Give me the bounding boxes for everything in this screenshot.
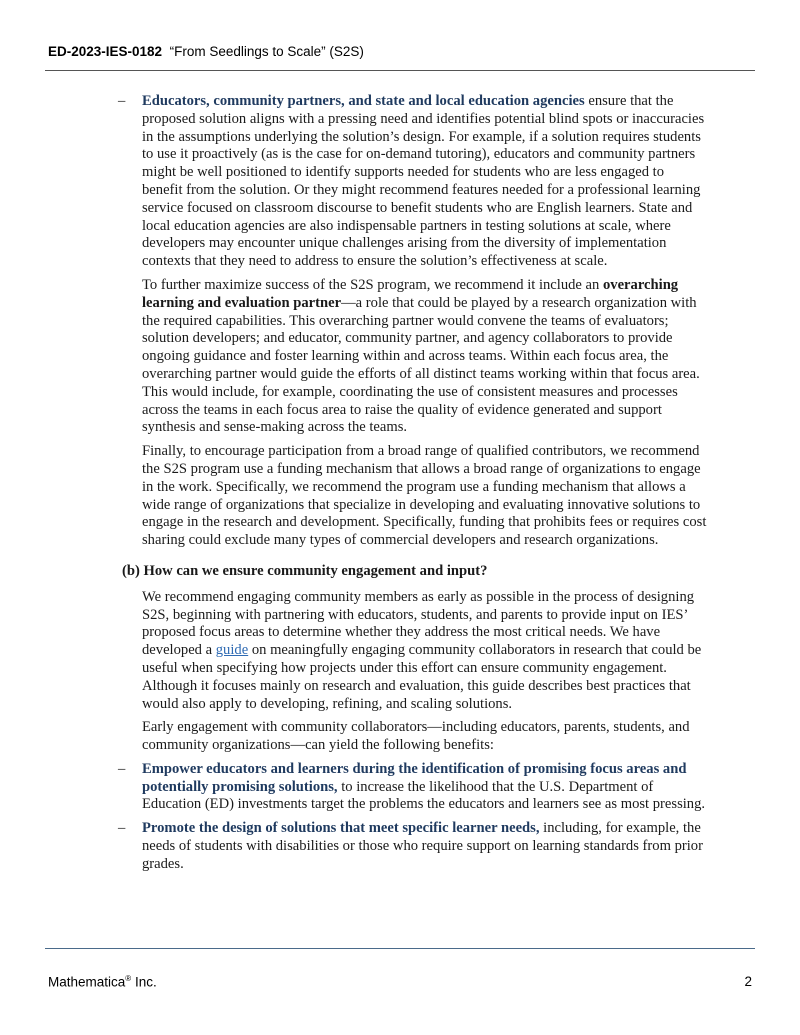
bullet-dash: – xyxy=(118,820,126,837)
bold-phrase: overarching learning and evaluation partner xyxy=(142,276,679,311)
paragraph-benefits: Early engagement with community collaborators—including educators, parents, students, and community organizations—can yield the following benefits: xyxy=(142,719,690,754)
bullet-bold-text: Educators, community partners, and state and local education agencies xyxy=(142,93,585,109)
section-heading: (b) How can we ensure community engagement and input? xyxy=(122,562,488,579)
bullet-promote xyxy=(118,820,708,873)
footer-org: Mathematica® Inc. xyxy=(48,974,157,990)
paragraph-overarching-partner: To further maximize success of the S2S program, we recommend it include an overarching learning and evaluation partner—a role that could be played by a research organization with the required capabilities. This overarching partner would convene the teams of evaluators; solution developers; and educator, community partner, and agency collaborators to provide ongoing guidance and foster learning within and across teams. Within each focus area, the overarching partner would guide the efforts of all distinct teams working within that focus area. This would include, for example, coordinating the use of consistent measures and processes across the teams in each focus area to raise the quality of evidence generated and support synthesis and sense-making across the teams. xyxy=(142,276,700,436)
page-number: 2 xyxy=(744,974,752,989)
page-header xyxy=(48,44,755,59)
paragraph-engagement: We recommend engaging community members as early as possible in the process of designing S2S, beginning with partnering with educators, students, and parents to provide input on IES’ proposed focus areas to determine whether they address the most critical needs. We have developed a guide on meaningfully engaging community collaborators in research that could be useful when specifying how projects under this effort can ensure community engagement. Although it focuses mainly on research and evaluation, this guide describes best practices that would also apply to developing, refining, and scaling solutions. xyxy=(142,588,702,712)
bullet-dash: – xyxy=(118,93,126,109)
bullet-empower xyxy=(118,761,708,814)
bullet-bold-text: Promote the design of solutions that meet specific learner needs, xyxy=(142,820,540,837)
bullet-text: to increase the likelihood that the U.S. Department of Education (ED) investments target the problems the educators and learners see as most pressing. xyxy=(142,778,706,813)
page-body xyxy=(118,93,708,880)
guide-link[interactable]: guide xyxy=(215,642,249,659)
bullet-educators xyxy=(118,93,708,271)
doc-id: ED-2023-IES-0182 xyxy=(48,44,163,59)
registered-mark: ® xyxy=(125,974,132,983)
header-divider xyxy=(45,70,755,71)
bullet-bold-text: Empower educators and learners during the identification of promising focus areas and potentially promising solutions, xyxy=(142,760,687,795)
bullet-text: ensure that the proposed solution aligns with a pressing need and identifies potential blind spots or inaccuracies in the assumptions underlying the solution’s design. For example, if a solution requires students to use it proactively (as is the case for on-demand tutoring), educators and community partners might be well positioned to identify supports needed for students who are less engaged to benefit from the solution. Or they might recommend features needed for a professional learning service focused on classroom discourse to benefit students who are English learners. State and local education agencies are also indispensable partners in testing solutions at scale, where developers may encounter unique challenges arising from the diversity of implementation contexts that they need to address to ensure the solution’s effectiveness at scale. xyxy=(142,93,705,270)
doc-title: “From Seedlings to Scale” (S2S) xyxy=(169,44,364,59)
bullet-dash: – xyxy=(118,760,126,777)
paragraph-funding: Finally, to encourage participation from a broad range of qualified contributors, we recommend the S2S program use a funding mechanism that allows a broad range of organizations to engage in the work. Specifically, we recommend the program use a funding mechanism that allows a wide range of organizations that specialize in developing and evaluating innovative solutions to engage in the research and development. Specifically, funding that prohibits fees or requires cost sharing could exclude many types of commercial developers and research organizations. xyxy=(142,443,707,549)
bullet-text: including, for example, the needs of students with disabilities or those who require support on learning standards from prior grades. xyxy=(142,820,703,872)
footer-divider xyxy=(45,948,755,949)
